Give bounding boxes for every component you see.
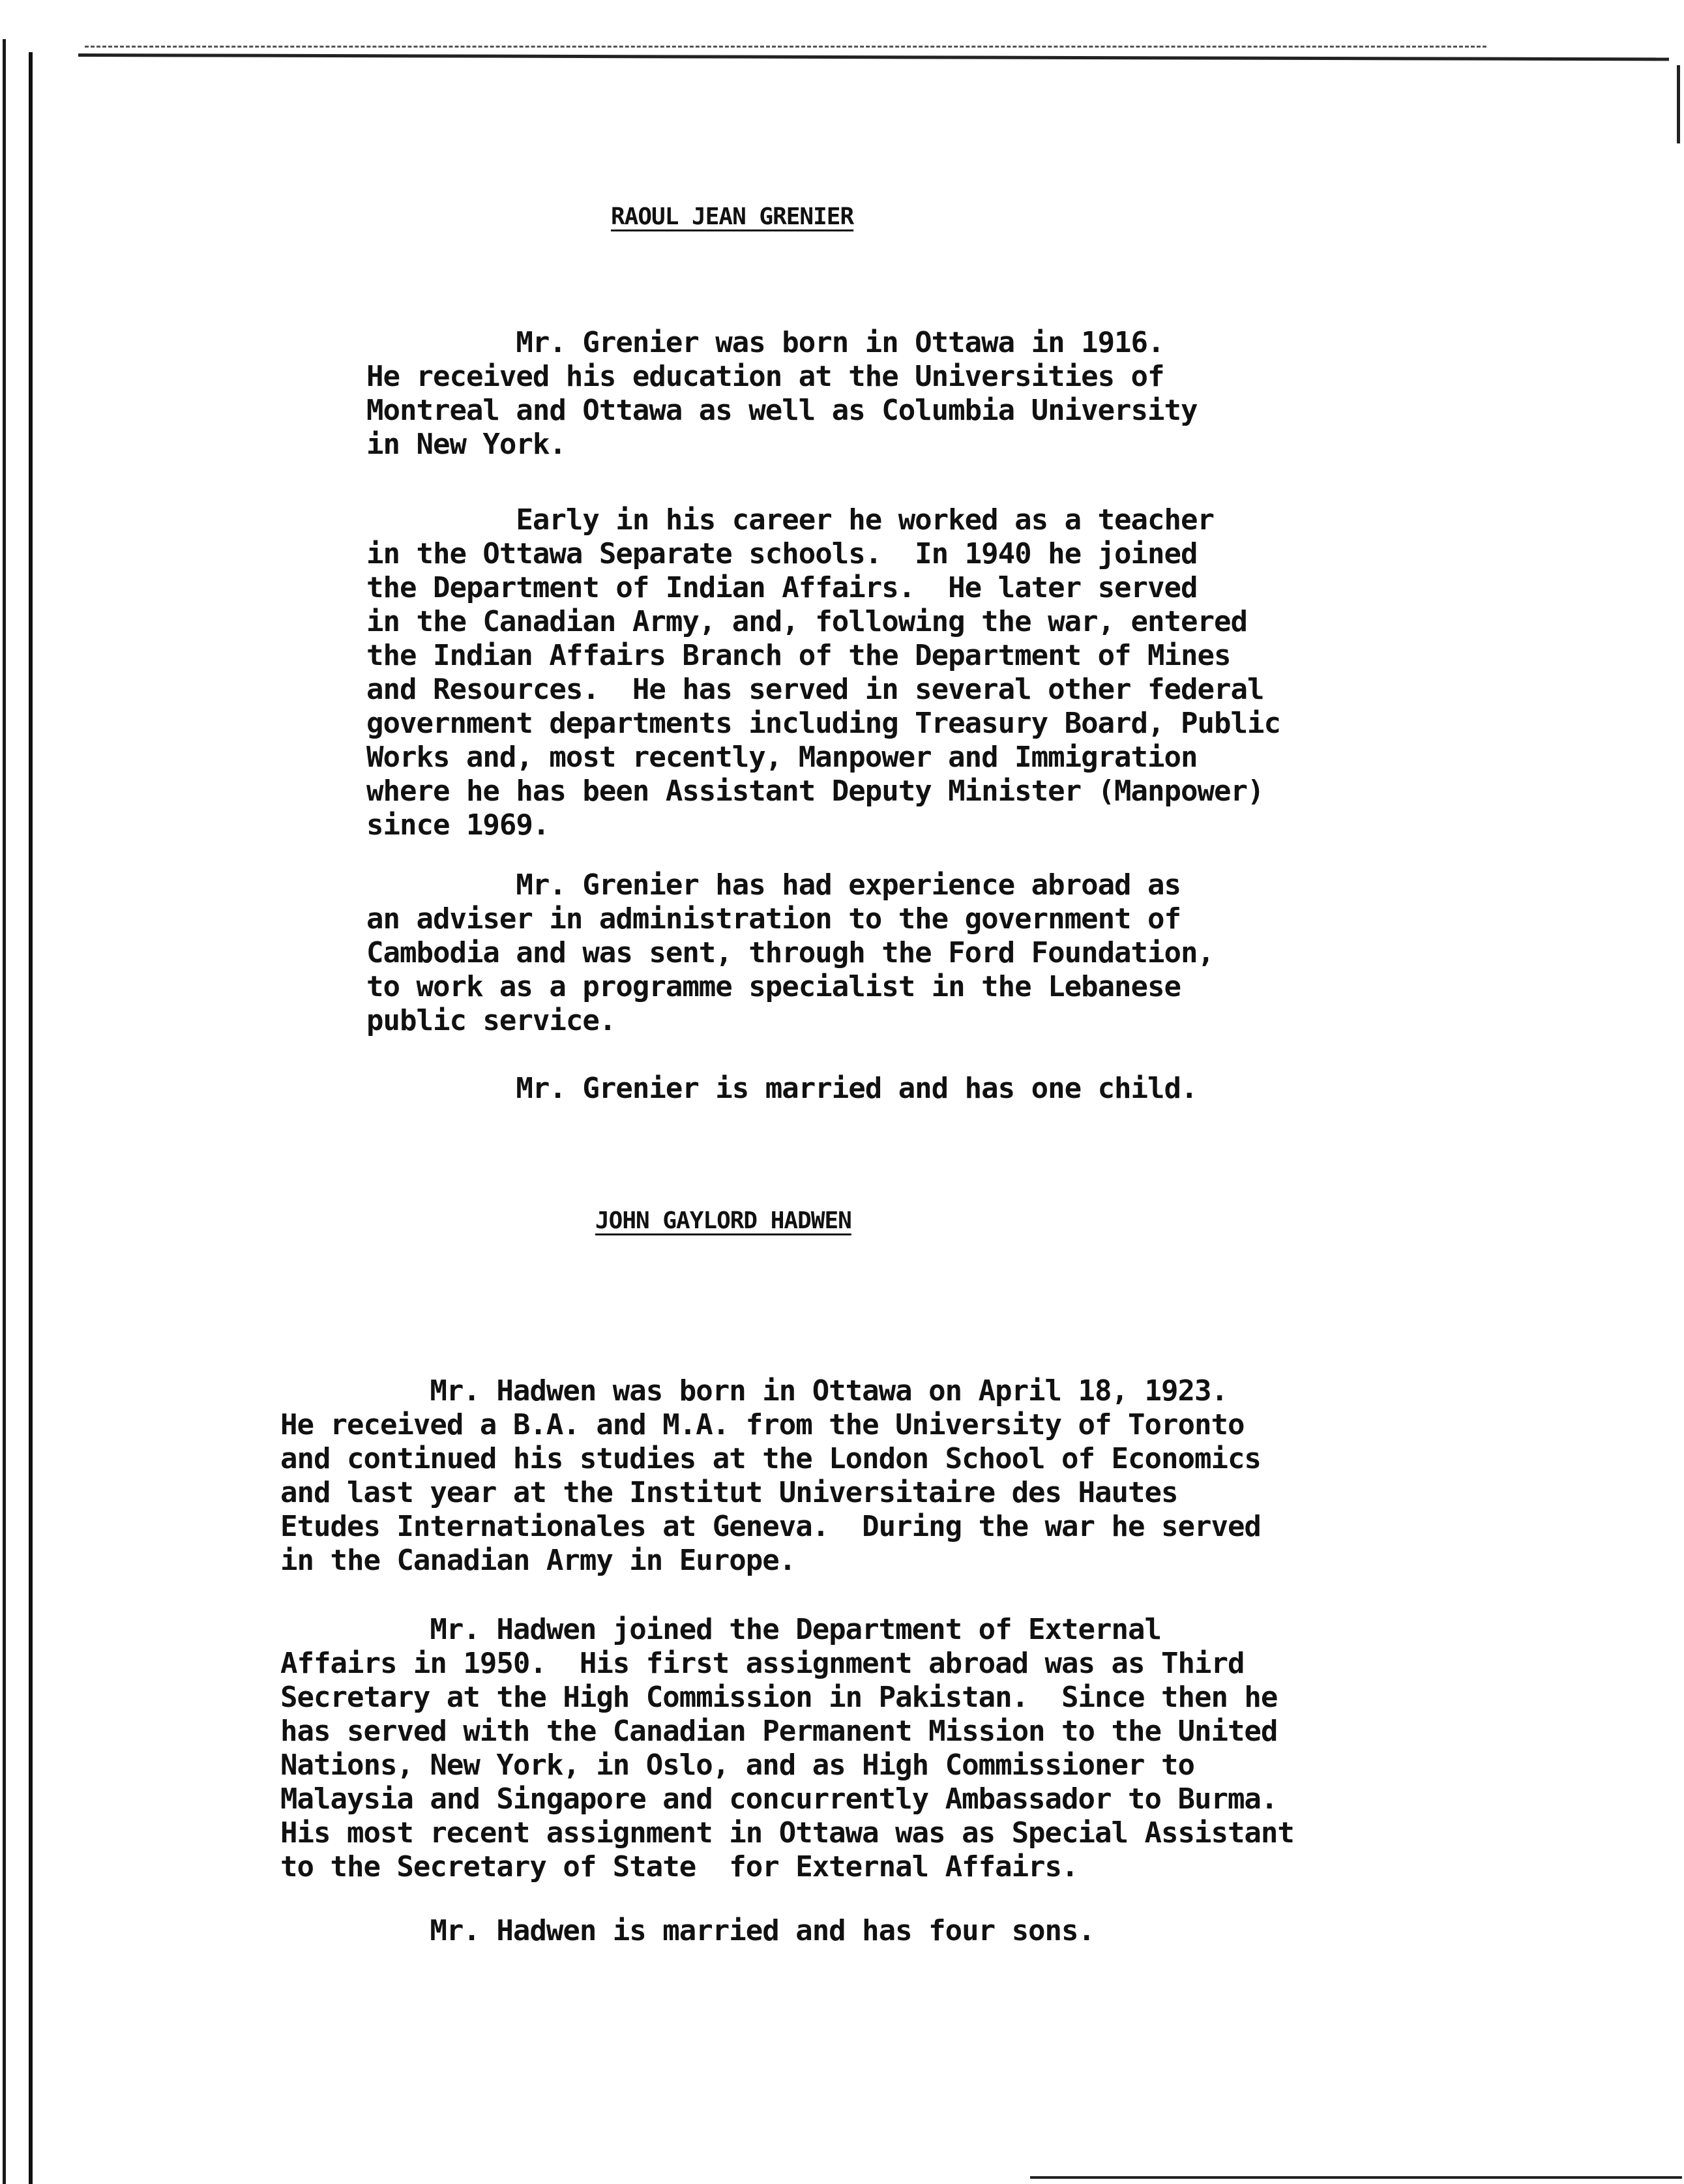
text-line: Cambodia and was sent, through the Ford Foundation,: [366, 936, 1215, 969]
text-line: to the Secretary of State for External Affairs.: [280, 1850, 1078, 1883]
text-line: has served with the Canadian Permanent Mission to the United: [280, 1715, 1278, 1748]
hadwen-paragraph-family: [280, 1914, 1095, 1948]
grenier-paragraph-family: [366, 1072, 1198, 1106]
page-edge-top: [78, 53, 1669, 61]
text-line: Mr. Grenier has had experience abroad as: [366, 868, 1181, 902]
text-line: Mr. Grenier is married and has one child.: [366, 1072, 1198, 1105]
text-line: Etudes Internationales at Geneva. During the war he served: [280, 1510, 1261, 1543]
text-line: Works and, most recently, Manpower and Immigration: [366, 741, 1198, 774]
hadwen-paragraph-education: [280, 1374, 1261, 1578]
hadwen-paragraph-career: [280, 1613, 1294, 1884]
text-line: an adviser in administration to the government of: [366, 902, 1181, 936]
text-line: in the Ottawa Separate schools. In 1940 he joined: [366, 537, 1198, 570]
text-line: His most recent assignment in Ottawa was as Special Assistant: [280, 1816, 1294, 1850]
text-line: in the Canadian Army in Europe.: [280, 1544, 796, 1577]
text-line: Mr. Hadwen is married and has four sons.: [280, 1914, 1095, 1947]
grenier-paragraph-career: [366, 503, 1280, 842]
text-line: and last year at the Institut Universitaire des Hautes: [280, 1476, 1178, 1509]
text-line: since 1969.: [366, 808, 550, 842]
text-line: Mr. Hadwen was born in Ottawa on April 18, 1923.: [280, 1374, 1228, 1408]
text-line: He received his education at the Universities of: [366, 360, 1164, 393]
text-line: Early in his career he worked as a teacher: [366, 503, 1215, 537]
grenier-paragraph-birth: [366, 326, 1198, 462]
page-edge-bottom: [1030, 2176, 1682, 2179]
text-line: Mr. Grenier was born in Ottawa in 1916.: [366, 326, 1164, 359]
page-edge-left-outer: [3, 39, 6, 2184]
text-line: He received a B.A. and M.A. from the University of Toronto: [280, 1408, 1245, 1441]
text-line: government departments including Treasury Board, Public: [366, 707, 1280, 740]
text-line: where he has been Assistant Deputy Minister (Manpower): [366, 775, 1264, 808]
text-line: and Resources. He has served in several other federal: [366, 673, 1264, 706]
text-line: Montreal and Ottawa as well as Columbia University: [366, 394, 1198, 427]
grenier-paragraph-abroad: [366, 868, 1214, 1038]
text-line: Mr. Hadwen joined the Department of External: [280, 1613, 1161, 1646]
text-line: in the Canadian Army, and, following the war, entered: [366, 605, 1247, 638]
text-line: public service.: [366, 1004, 616, 1037]
text-line: the Indian Affairs Branch of the Department of Mines: [366, 639, 1231, 672]
heading-hadwen: JOHN GAYLORD HADWEN: [595, 1207, 851, 1234]
text-line: Malaysia and Singapore and concurrently Ambassador to Burma.: [280, 1782, 1278, 1816]
page-edge-left-inner: [29, 52, 33, 2184]
page-edge-right: [1677, 65, 1680, 143]
text-line: Nations, New York, in Oslo, and as High Commissioner to: [280, 1749, 1194, 1782]
text-line: the Department of Indian Affairs. He later served: [366, 571, 1198, 604]
text-line: Affairs in 1950. His first assignment abroad was as Third: [280, 1647, 1245, 1680]
text-line: in New York.: [366, 428, 566, 461]
heading-grenier: RAOUL JEAN GRENIER: [611, 203, 854, 230]
text-line: to work as a programme specialist in the Lebanese: [366, 970, 1181, 1003]
text-line: and continued his studies at the London School of Economics: [280, 1442, 1261, 1475]
page-edge-top-dots: [85, 46, 1486, 48]
text-line: Secretary at the High Commission in Pakistan. Since then he: [280, 1681, 1278, 1714]
